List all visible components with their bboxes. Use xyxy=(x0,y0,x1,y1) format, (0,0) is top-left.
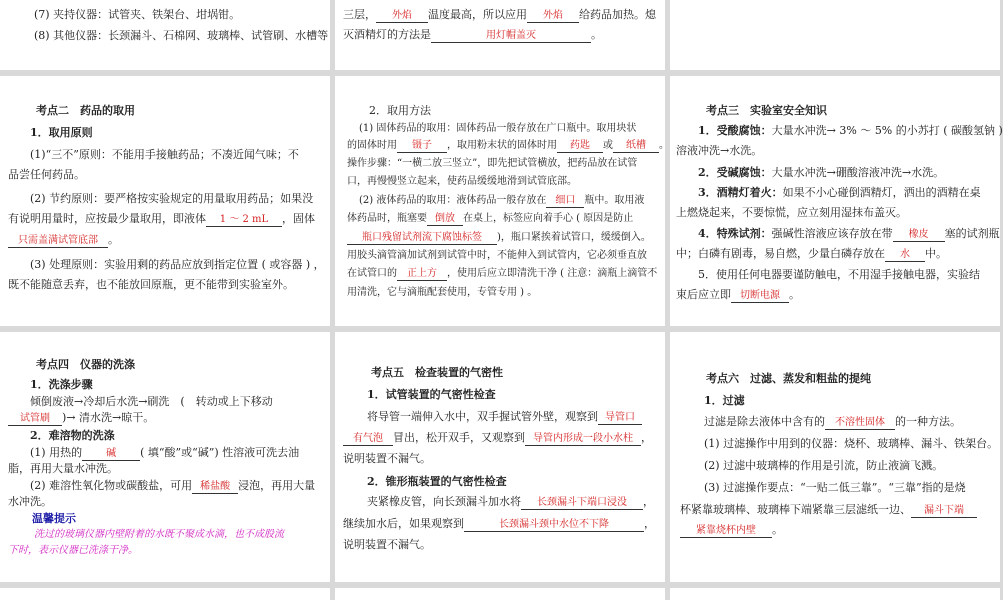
subsection-title: 2．锥形瓶装置的气密性检查 xyxy=(367,475,507,488)
text-line xyxy=(676,247,947,262)
text-line xyxy=(343,28,602,43)
text-line: (7) 夹持仪器：试管夹、铁架台、坩埚钳。 xyxy=(34,8,241,21)
text-line xyxy=(347,139,669,153)
text-line: (2) 节约原则：要严格按实验规定的用量取用药品；如果没 xyxy=(30,192,314,205)
text-line: (1)“三不”原则：不能用手接触药品；不凑近闻气味；不 xyxy=(30,148,299,161)
text-line: 说明装置不漏气。 xyxy=(343,452,431,465)
text: ，固体 xyxy=(282,212,315,225)
answer-blank: 外焰 xyxy=(376,10,428,23)
answer-blank: 切断电源 xyxy=(731,290,789,303)
text: 有说明用量时，应按最少量取用，即液体 xyxy=(8,212,206,225)
text: ，使用后应立即清洗干净 ( 注意：滴瓶上滴管不 xyxy=(447,268,658,279)
text-line xyxy=(30,446,299,461)
subsection-title: 1．洗涤步骤 xyxy=(30,378,93,391)
section-title: 2．取用方法 xyxy=(369,104,431,117)
section-title: 考点五 检查装置的气密性 xyxy=(371,366,503,379)
text-line xyxy=(347,267,657,281)
text: 灭酒精灯的方法是 xyxy=(343,28,431,41)
label: 3．酒精灯着火： xyxy=(698,186,783,199)
answer-blank: 细口 xyxy=(546,195,584,208)
text-line xyxy=(8,411,154,426)
answer-blank: 外焰 xyxy=(527,10,579,23)
text-line xyxy=(704,415,961,430)
answer-blank: 瓶口残留试剂流下腐蚀标签 xyxy=(347,232,497,245)
text-line xyxy=(8,212,315,227)
label: 1．受酸腐蚀： xyxy=(698,124,772,137)
text: (1) 用热的 xyxy=(30,446,83,459)
text: 。 xyxy=(659,140,669,151)
panel-8 xyxy=(335,332,665,582)
text-line: (3) 过滤操作要点：“一贴二低三靠”。“三靠”指的是烧 xyxy=(704,481,966,494)
answer-blank: 1 ～ 2 mL xyxy=(206,214,282,227)
answer-blank: 药匙 xyxy=(557,140,603,153)
section-title: 考点二 药品的取用 xyxy=(36,104,135,117)
text: 温度最高，所以应用 xyxy=(428,8,527,21)
text-line xyxy=(676,288,800,303)
text: 将导管一端伸入水中，双手握试管外壁，观察到 xyxy=(367,410,598,423)
panel-6 xyxy=(670,76,1003,326)
answer-blank: 试管刷 xyxy=(8,413,62,426)
answer-blank: 用灯帽盖灭 xyxy=(431,30,591,43)
text: 的固体时用 xyxy=(347,140,397,151)
text: 在试管口的 xyxy=(347,268,397,279)
text: (2) 液体药品的取用：液体药品一般存放在 xyxy=(359,195,547,206)
answer-blank: 只需盖满试管底部 xyxy=(8,235,108,248)
text: 大量水冲洗→硼酸溶液冲洗→水洗。 xyxy=(771,166,945,179)
text-line xyxy=(8,233,119,248)
text: 在桌上，标签应向着手心 ( 原因是防止 xyxy=(463,213,634,224)
text-line xyxy=(680,503,977,518)
answer-blank: 紧靠烧杯内壁 xyxy=(680,525,772,538)
tip-text: 下时，表示仪器已洗涤干净。 xyxy=(8,545,138,556)
text-line: 用胶头滴管滴加试剂到试管中时，不能伸入到试管内，它必须垂直放 xyxy=(347,250,647,261)
text: ， xyxy=(644,517,655,530)
text: 。 xyxy=(789,288,800,301)
answer-blank: 正上方 xyxy=(397,268,447,281)
tip-text: 洗过的玻璃仪器内壁附着的水既不聚成水滴，也不成股流 xyxy=(34,529,284,540)
answer-blank: 导管口 xyxy=(598,412,642,425)
text: 的一种方法。 xyxy=(895,415,961,428)
text-line: (8) 其他仪器：长颈漏斗、石棉网、玻璃棒、试管刷、水槽等 xyxy=(34,29,329,42)
panel-11 xyxy=(335,588,665,600)
panel-4 xyxy=(0,76,330,326)
answer-blank: 导管内形成一段小水柱 xyxy=(525,433,641,446)
text-line: 溶液冲洗→水洗。 xyxy=(676,144,763,157)
text: ， xyxy=(641,431,652,444)
text: 如果不小心碰倒酒精灯，洒出的酒精在桌 xyxy=(782,186,981,199)
text: 塞的试剂瓶 xyxy=(944,227,1000,240)
panel-9 xyxy=(670,332,1000,582)
answer-blank: 橡皮 xyxy=(893,229,945,242)
text: )→ 清水洗→晾干。 xyxy=(62,411,155,424)
text-line xyxy=(698,124,1003,138)
text: 给药品加热。熄 xyxy=(579,8,656,21)
text-line: 品尝任何药品。 xyxy=(8,168,85,181)
text: 大量水冲洗→ 3% ～ 5% 的小苏打 ( 碳酸氢钠 ) xyxy=(771,124,1003,137)
answer-blank: 碱 xyxy=(82,448,140,461)
text-line xyxy=(359,194,644,208)
subsection-title: 1．过滤 xyxy=(704,394,745,407)
text-line xyxy=(698,186,981,200)
text-line xyxy=(347,231,651,245)
answer-blank: 水 xyxy=(885,249,925,262)
text-line xyxy=(343,431,652,446)
text-line: 水冲洗。 xyxy=(8,495,52,508)
text-line: (1) 过滤操作中用到的仪器：烧杯、玻璃棒、漏斗、铁架台。 xyxy=(704,437,999,450)
panel-2 xyxy=(335,0,665,70)
text-line: 倾倒废液→冷却后水洗→刷洗 ( 转动或上下移动 xyxy=(30,395,273,408)
answer-blank: 漏斗下端 xyxy=(911,505,977,518)
panel-12 xyxy=(670,588,1000,600)
answer-blank: 长颈漏斗颈中水位不下降 xyxy=(464,519,644,532)
text-line xyxy=(343,8,656,23)
text: 。 xyxy=(591,28,602,41)
section-title: 考点三 实验室安全知识 xyxy=(706,104,827,117)
panel-5 xyxy=(335,76,669,326)
text-line: 脂，再用大量水冲洗。 xyxy=(8,462,118,475)
text: 冒出，松开双手，又观察到 xyxy=(393,431,525,444)
text-line xyxy=(698,166,944,180)
answer-blank: 倒放 xyxy=(427,213,463,226)
panel-7 xyxy=(0,332,330,582)
text: 或 xyxy=(603,140,613,151)
panel-1 xyxy=(0,0,330,70)
text: 夹紧橡皮管，向长颈漏斗加水将 xyxy=(367,495,521,508)
text-line: 5．使用任何电器要谨防触电，不用湿手接触电器，实验结 xyxy=(698,268,980,281)
text: ， xyxy=(643,495,654,508)
text: ( 填“酸”或“碱”) 性溶液可洗去油 xyxy=(140,446,300,459)
text-line xyxy=(680,523,783,538)
text-line xyxy=(698,227,1000,242)
tip-heading: 温馨提示 xyxy=(32,512,76,525)
label: 2．受碱腐蚀： xyxy=(698,166,772,179)
text-line: (2) 过滤中玻璃棒的作用是引流，防止液滴飞溅。 xyxy=(704,459,944,472)
text: 。 xyxy=(108,233,119,246)
text-line: 操作步骤：“一横二放三竖立”，即先把试管横放，把药品放在试管 xyxy=(347,158,638,169)
text: ，取用粉末状的固体时用 xyxy=(447,140,557,151)
text-line xyxy=(367,410,642,425)
label: 4．特殊试剂： xyxy=(698,227,772,240)
text-line: 说明装置不漏气。 xyxy=(343,538,431,551)
answer-blank: 不溶性固体 xyxy=(825,417,895,430)
text: (2) 难溶性氧化物或碳酸盐，可用 xyxy=(30,479,193,492)
text-line: 既不能随意丢弃，也不能放回原瓶，更不能带到实验室外。 xyxy=(8,278,294,291)
answer-blank: 长颈漏斗下端口浸没 xyxy=(521,497,643,510)
text-line: (1) 固体药品的取用：固体药品一般存放在广口瓶中。取用块状 xyxy=(359,123,637,134)
panel-10 xyxy=(0,588,330,600)
section-title: 考点六 过滤、蒸发和粗盐的提纯 xyxy=(706,372,871,385)
text: 。 xyxy=(772,523,783,536)
text: 继续加水后，如果观察到 xyxy=(343,517,464,530)
text: 三层， xyxy=(343,8,376,21)
text-line: 口，再慢慢竖立起来，使药品缓缓地滑到试管底部。 xyxy=(347,176,577,187)
text: 杯紧靠玻璃棒、玻璃棒下端紧靠三层滤纸一边、 xyxy=(680,503,911,516)
text: 强碱性溶液应该存放在带 xyxy=(771,227,893,240)
section-title: 考点四 仪器的洗涤 xyxy=(36,358,135,371)
panel-3 xyxy=(670,0,1000,70)
text-line xyxy=(30,479,315,494)
text: 中。 xyxy=(925,247,947,260)
text: )，瓶口紧挨着试管口，缓缓倒入。 xyxy=(497,232,651,243)
subsection-title: 1．取用原则 xyxy=(30,126,93,139)
text-line xyxy=(367,495,654,510)
answer-blank: 镊子 xyxy=(397,140,447,153)
text-line xyxy=(347,212,633,226)
text-line: (3) 处理原则：实验用剩的药品应放到指定位置 ( 或容器 ) ， xyxy=(30,258,325,271)
answer-blank: 纸槽 xyxy=(613,140,659,153)
answer-blank: 有气泡 xyxy=(343,433,393,446)
text: 瓶中。取用液 xyxy=(584,195,645,206)
text-line xyxy=(343,517,655,532)
text-line: 用清洗，它与滴瓶配套使用，专管专用 ) 。 xyxy=(347,287,538,298)
text: 中；白磷有剧毒，易自燃，少量白磷存放在 xyxy=(676,247,885,260)
text: 束后应立即 xyxy=(676,288,731,301)
text: 浸泡，再用大量 xyxy=(238,479,316,492)
answer-blank: 稀盐酸 xyxy=(192,481,238,494)
subsection-title: 2．难溶物的洗涤 xyxy=(30,429,115,442)
subsection-title: 1．试管装置的气密性检查 xyxy=(367,388,496,401)
text-line: 上燃烧起来，不要惊慌，应立刻用湿抹布盖灭。 xyxy=(676,206,907,219)
text: 过滤是除去液体中含有的 xyxy=(704,415,825,428)
text: 体药品时，瓶塞要 xyxy=(347,213,427,224)
